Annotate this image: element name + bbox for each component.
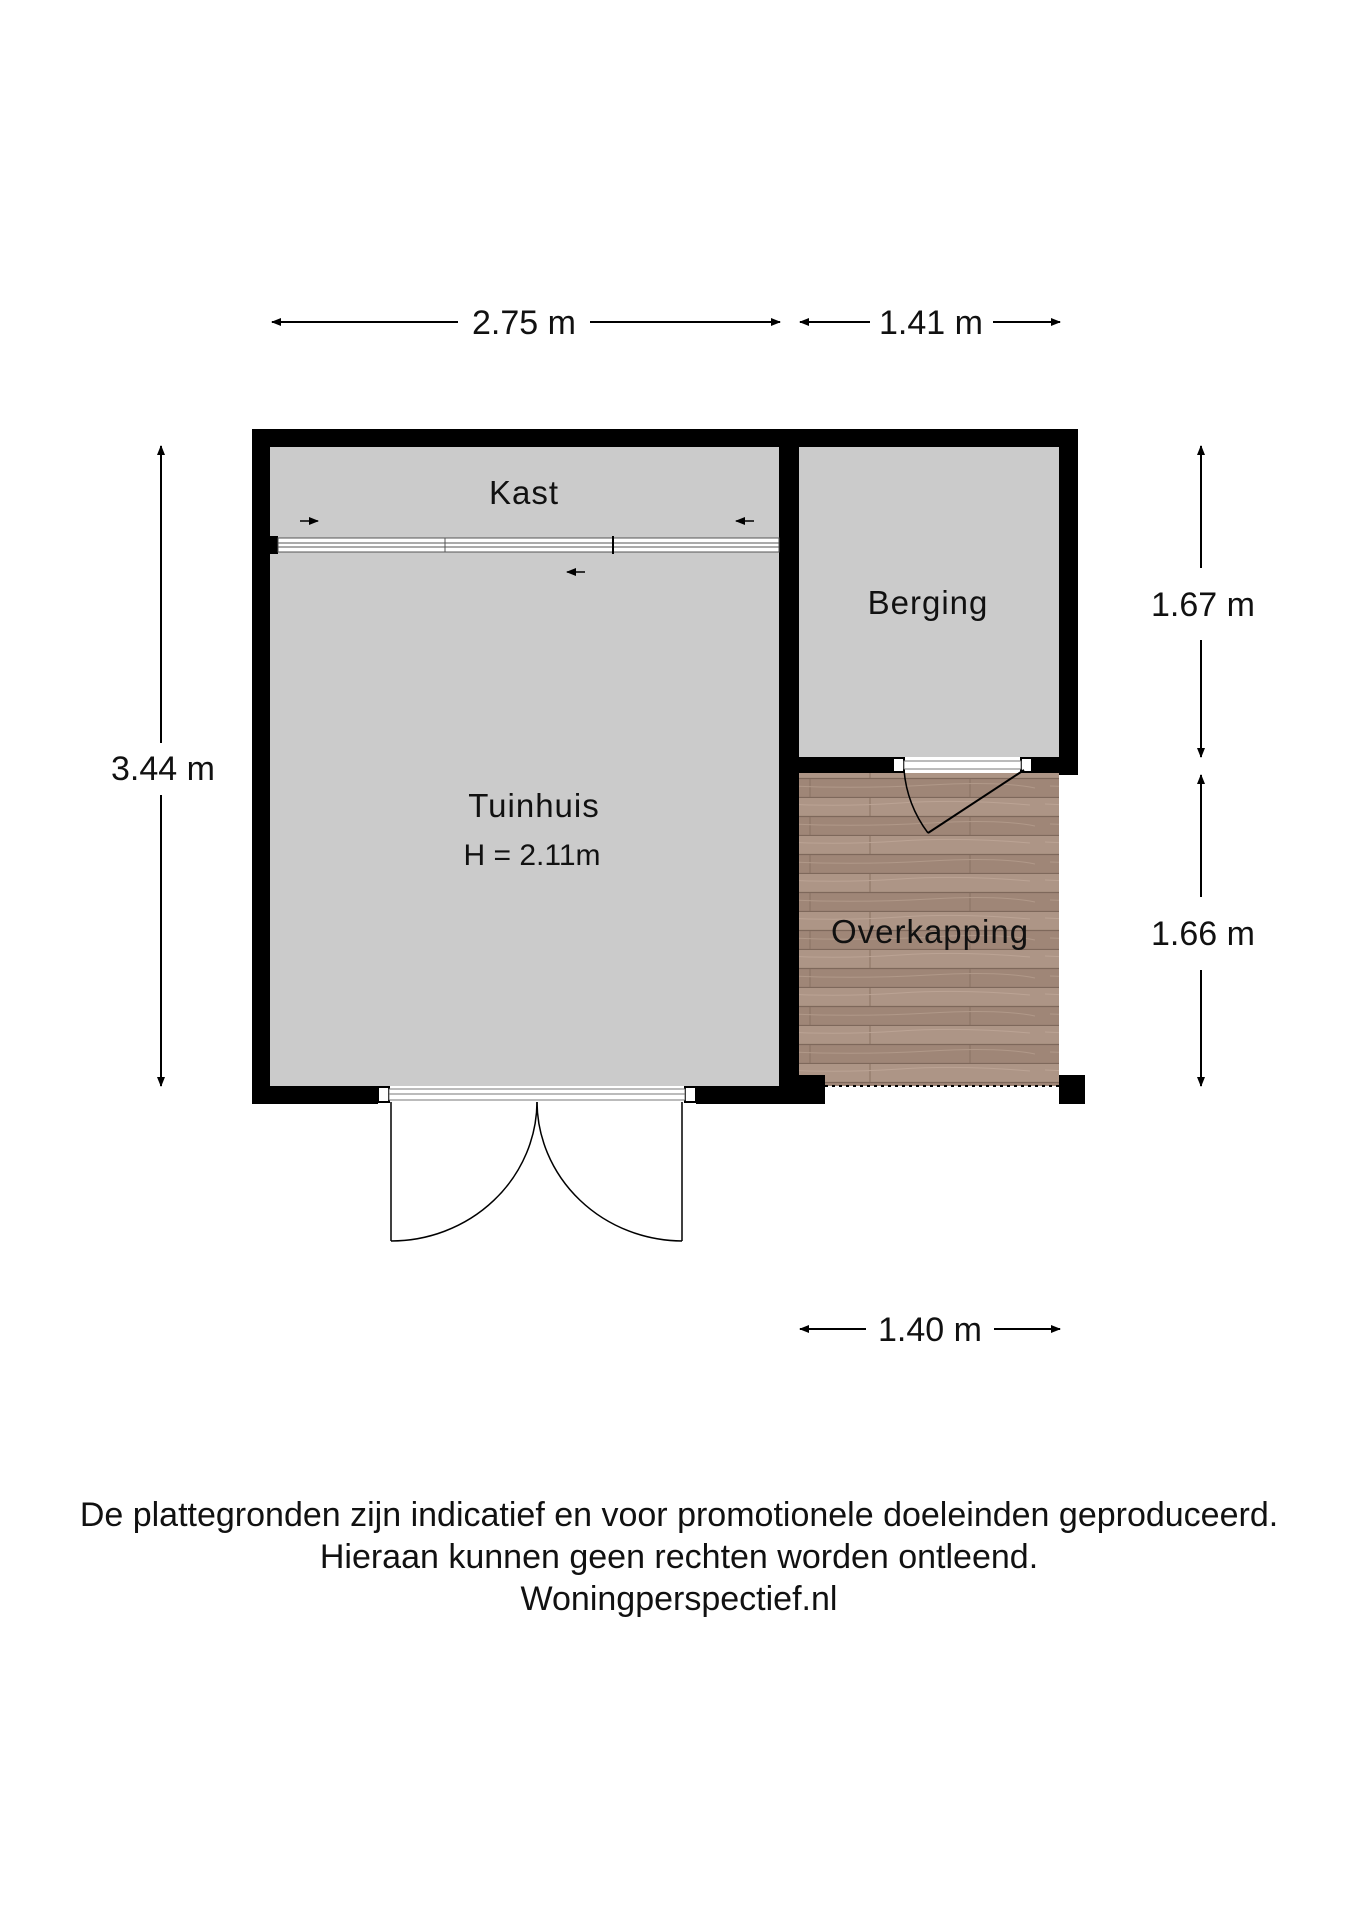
disclaimer-line-1: De plattegronden zijn indicatief en voor promotionele doeleinden geproduceerd. [79, 1496, 1279, 1534]
room-label-overkapping: Overkapping [830, 913, 1030, 950]
room-height-tuinhuis: H = 2.11m [463, 839, 601, 872]
dim-label-right-upper: 1.67 m [1151, 586, 1255, 624]
dim-label-top-left: 2.75 m [472, 304, 576, 342]
disclaimer-line-2: Hieraan kunnen geen rechten worden ontleend. [319, 1538, 1039, 1576]
tuinhuis-double-door [378, 1087, 696, 1241]
disclaimer-block [0, 1494, 1358, 1620]
dim-label-bottom: 1.40 m [878, 1311, 982, 1349]
dim-label-top-right: 1.41 m [879, 304, 983, 342]
dim-label-left: 3.44 m [111, 750, 215, 788]
room-label-berging: Berging [867, 584, 989, 621]
room-label-tuinhuis: Tuinhuis [468, 787, 600, 824]
disclaimer-website: Woningperspectief.nl [520, 1580, 838, 1618]
dim-label-right-lower: 1.66 m [1151, 915, 1255, 953]
room-label-kast: Kast [488, 474, 560, 511]
